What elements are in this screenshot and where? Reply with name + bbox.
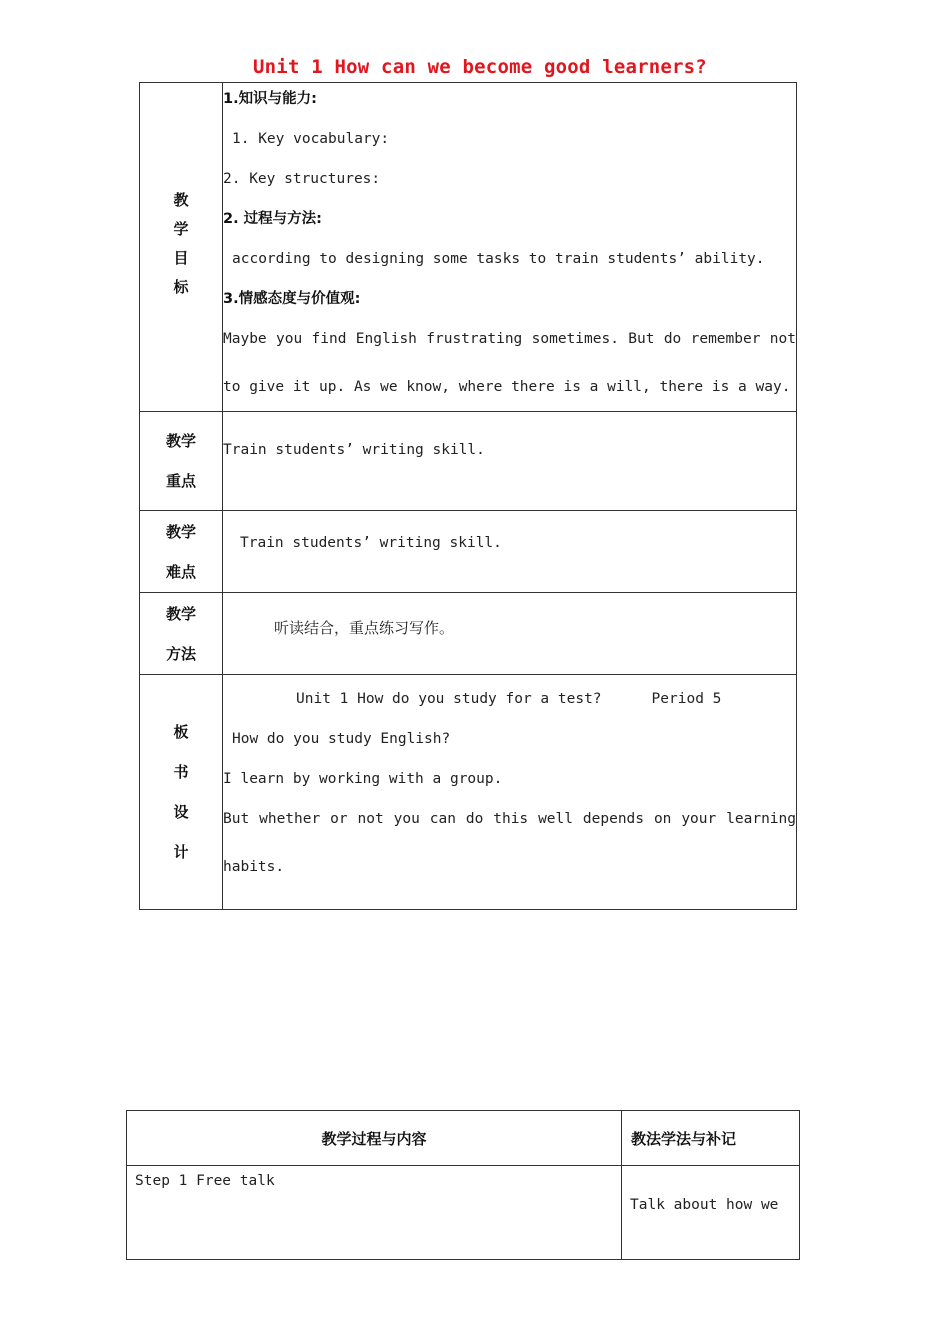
- objectives-row: [140, 83, 797, 412]
- objectives-label: [140, 83, 223, 412]
- process-table: [126, 1110, 800, 1260]
- methods-label: [140, 593, 223, 675]
- objectives-label-char: 学: [173, 220, 189, 238]
- board-label-char: 设: [173, 803, 189, 821]
- methods-label-line: 教学: [165, 604, 196, 623]
- board-label-char: 计: [173, 843, 189, 861]
- board-unit-line: [223, 683, 796, 723]
- key-structures: 2. Key structures:: [223, 171, 381, 187]
- difficulties-label-line: 教学: [165, 522, 196, 541]
- board-unit-title: Unit 1 How do you study for a test?: [296, 691, 602, 707]
- methods-label-line: 方法: [165, 644, 196, 663]
- board-label-char: 书: [173, 763, 189, 781]
- board-content: [223, 675, 797, 910]
- process-header-row: [127, 1111, 800, 1166]
- board-answer: I learn by working with a group.: [223, 771, 503, 787]
- key-vocabulary: 1. Key vocabulary:: [232, 131, 390, 147]
- board-sentence-2: habits.: [223, 859, 285, 875]
- key-points-label: [140, 412, 223, 511]
- board-period: Period 5: [651, 691, 722, 707]
- difficulties-row: [140, 511, 797, 593]
- step-1-text: Step 1 Free talk: [127, 1166, 622, 1260]
- process-text: according to designing some tasks to train students’ ability.: [232, 251, 765, 267]
- attitude-heading: 3.情感态度与价值观:: [223, 291, 361, 307]
- methods-row: [140, 593, 797, 675]
- board-label-char: 板: [173, 723, 189, 741]
- board-label: [140, 675, 223, 910]
- objectives-content: [223, 83, 797, 412]
- difficulties-label: [140, 511, 223, 593]
- process-step-row: [127, 1166, 800, 1260]
- key-points-row: [140, 412, 797, 511]
- process-heading: 2. 过程与方法:: [223, 211, 322, 227]
- objectives-label-char: 教: [173, 191, 189, 209]
- knowledge-heading: 1.知识与能力:: [223, 91, 317, 107]
- objectives-label-char: 目: [173, 249, 189, 267]
- objectives-label-char: 标: [173, 278, 189, 296]
- process-col-header: 教学过程与内容: [127, 1111, 622, 1166]
- board-row: [140, 675, 797, 910]
- attitude-text-1: Maybe you find English frustrating sometimes. But do remember not: [223, 331, 796, 347]
- document-title: Unit 1 How can we become good learners?: [253, 56, 707, 78]
- board-question: How do you study English?: [232, 731, 451, 747]
- attitude-text-2: to give it up. As we know, where there is a will, there is a way.: [223, 379, 791, 395]
- lesson-plan-table: [139, 82, 797, 910]
- key-points-text: Train students’ writing skill.: [223, 412, 797, 511]
- methods-text: 听读结合，重点练习写作。: [223, 593, 797, 675]
- board-sentence-1: But whether or not you can do this well depends on your learning: [223, 811, 796, 827]
- key-points-label-line: 教学: [165, 432, 196, 450]
- difficulties-label-line: 难点: [165, 562, 196, 581]
- step-1-note: Talk about how we: [622, 1166, 800, 1260]
- notes-col-header: 教法学法与补记: [622, 1111, 800, 1166]
- difficulties-text: Train students’ writing skill.: [223, 511, 797, 593]
- key-points-label-line: 重点: [165, 472, 196, 490]
